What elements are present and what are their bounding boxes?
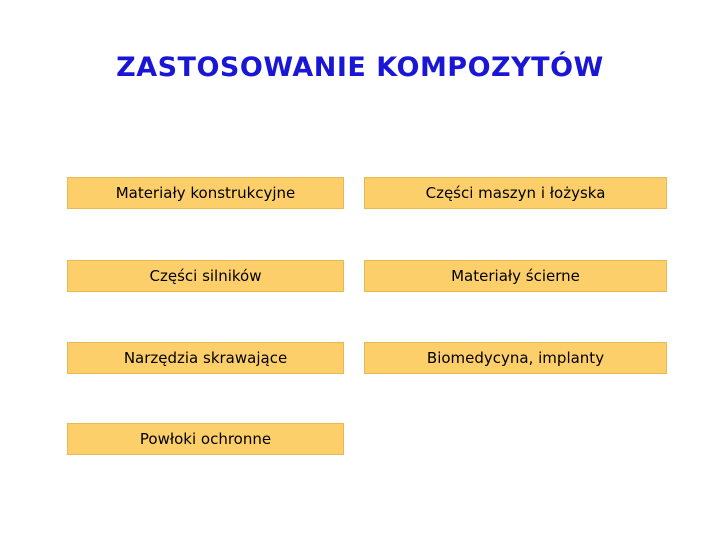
item-czesci-maszyn-i-lozyska: Części maszyn i łożyska <box>364 177 667 209</box>
item-biomedycyna-implanty: Biomedycyna, implanty <box>364 342 667 374</box>
item-narzedzia-skrawajace: Narzędzia skrawające <box>67 342 344 374</box>
slide-title: ZASTOSOWANIE KOMPOZYTÓW <box>116 52 604 83</box>
item-materialy-scierne: Materiały ścierne <box>364 260 667 292</box>
item-materialy-konstrukcyjne: Materiały konstrukcyjne <box>67 177 344 209</box>
item-powloki-ochronne: Powłoki ochronne <box>67 423 344 455</box>
item-czesci-silnikow: Części silników <box>67 260 344 292</box>
